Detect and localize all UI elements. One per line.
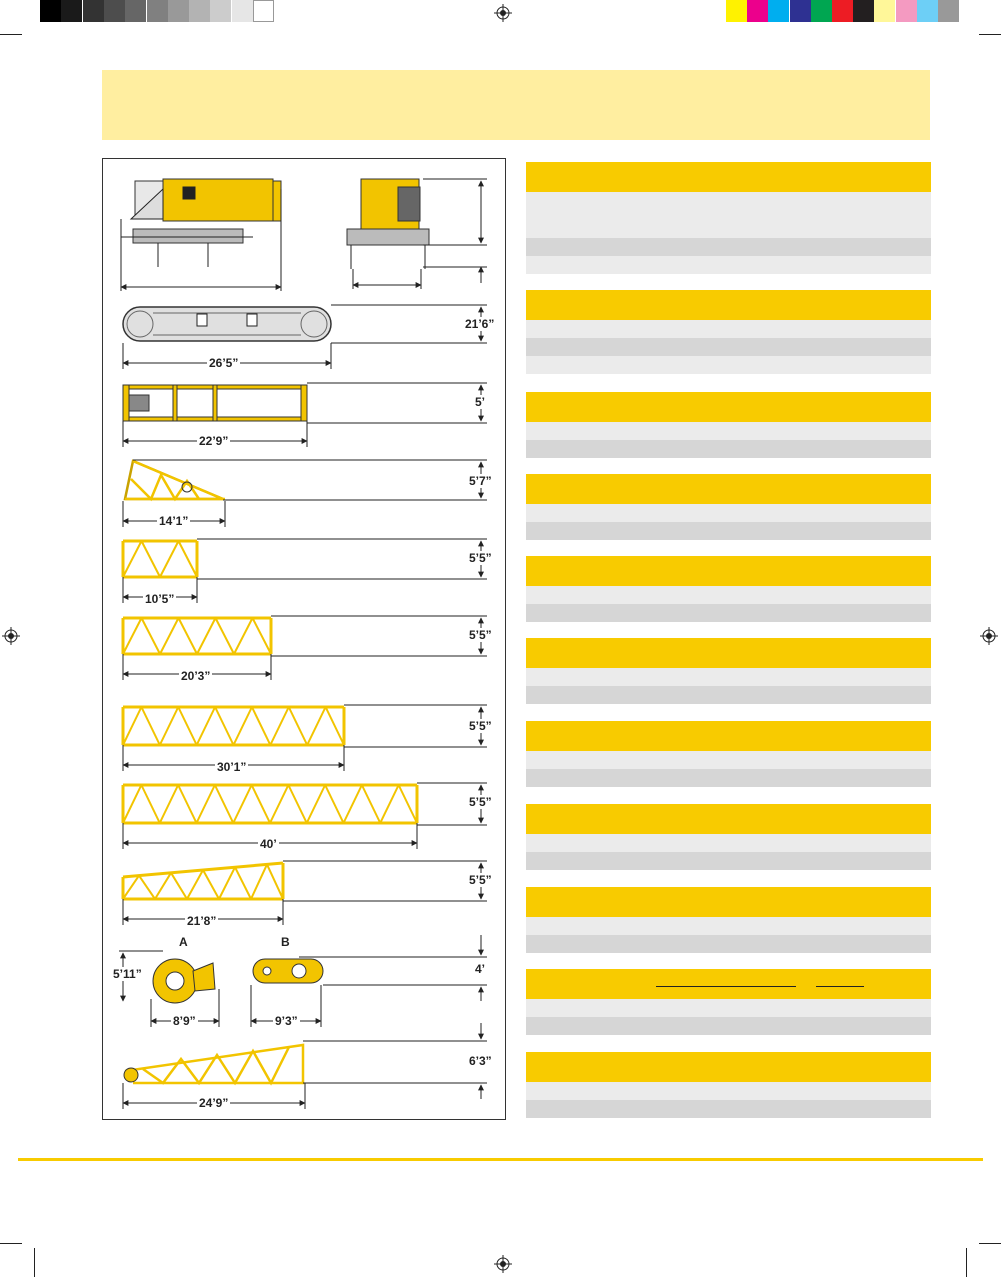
spec-row [526,604,931,622]
spec-row [526,192,931,238]
insert-30-height-label: 5’5” [469,719,492,733]
spec-row [526,852,931,870]
gray-swatch [104,0,125,22]
gray-swatch [147,0,168,22]
crop-mark [34,1248,35,1277]
color-swatch [874,0,895,22]
boom-butt-height-label: 5’7” [469,474,492,488]
jib [124,1045,303,1083]
spec-section-header [526,290,931,320]
registration-mark-icon [2,627,20,645]
spec-row [526,238,931,256]
color-swatch [747,0,768,22]
header-rule [816,986,864,987]
color-swatch [726,0,747,22]
spec-section-header [526,474,931,504]
boom-butt [125,461,225,499]
spec-section-header [526,969,931,999]
boom-insert-10 [123,539,487,603]
spec-row [526,356,931,374]
color-swatch [768,0,789,22]
gray-swatch [232,0,253,22]
spec-section-header [526,1052,931,1082]
spec-section-header [526,804,931,834]
insert-30-length-label: 30’1” [217,760,247,774]
hook-block-a [153,959,215,1003]
spec-row [526,751,931,769]
spec-row [526,686,931,704]
crop-mark [979,1243,1001,1244]
boom-top [123,861,487,925]
boom-top-height-label: 5’5” [469,873,492,887]
spec-section-header [526,162,931,192]
crawler-length-label: 26’5” [209,356,239,370]
spec-section-header [526,638,931,668]
insert-20-length-label: 20’3” [181,669,211,683]
spec-row [526,338,931,356]
color-swatch [790,0,811,22]
color-swatch [853,0,874,22]
color-swatch [832,0,853,22]
insert-20-height-label: 5’5” [469,628,492,642]
block-b-width-label: 9’3” [275,1014,298,1028]
crop-mark [0,1243,22,1244]
boom-top-length-label: 21’8” [187,914,217,928]
spec-row [526,422,931,440]
spec-row [526,935,931,953]
boom-insert-40 [123,783,487,849]
block-b-label: B [281,935,290,949]
block-b-height-label: 4’ [475,962,486,976]
insert-10-height-label: 5’5” [469,551,492,565]
header-band [102,70,930,140]
color-swatch [811,0,832,22]
block-a-width-label: 8’9” [173,1014,196,1028]
spec-row [526,504,931,522]
color-swatch [917,0,938,22]
spec-section-header [526,721,931,751]
hook-block-b [253,959,323,983]
crane-rear-view [347,179,429,269]
color-swatch [938,0,959,22]
spec-row [526,668,931,686]
boom-insert-20 [123,616,487,680]
insert-40-height-label: 5’5” [469,795,492,809]
gray-swatch [189,0,210,22]
block-a-height-label: 5’11” [113,967,142,981]
registration-mark-icon [494,4,512,22]
carbody-frame [123,385,307,421]
spec-row [526,320,931,338]
spec-row [526,917,931,935]
spec-section-header [526,556,931,586]
crane-side-view [121,179,281,267]
jib-length-label: 24’9” [199,1096,229,1110]
spec-section-header [526,392,931,422]
crop-mark [979,34,1001,35]
spec-row [526,1017,931,1035]
carbody-height-label: 5’ [475,395,486,409]
insert-10-length-label: 10’5” [145,592,175,606]
spec-section-header [526,887,931,917]
gray-swatch [83,0,104,22]
spec-row [526,522,931,540]
crop-mark [0,34,22,35]
carbody-length-label: 22’9” [199,434,229,448]
gray-swatch [253,0,274,22]
gray-swatch [210,0,231,22]
spec-row [526,440,931,458]
crop-mark [966,1248,967,1277]
header-rule [656,986,796,987]
crawler-track [123,307,331,341]
jib-height-label: 6’3” [469,1054,492,1068]
insert-40-length-label: 40’ [260,837,277,851]
spec-row [526,1100,931,1118]
spec-row [526,1082,931,1100]
spec-row [526,256,931,274]
crawler-height-label: 21’6” [465,317,495,331]
spec-row [526,586,931,604]
component-drawings [103,159,507,1121]
footer-rule [18,1158,983,1161]
gray-swatch [168,0,189,22]
registration-mark-icon [980,627,998,645]
component-dimensions-panel [102,158,506,1120]
registration-mark-icon [494,1255,512,1273]
gray-swatch [125,0,146,22]
block-a-label: A [179,935,188,949]
spec-row [526,834,931,852]
gray-swatch [61,0,82,22]
gray-swatch [40,0,61,22]
spec-row [526,999,931,1017]
color-swatch [896,0,917,22]
boom-insert-30 [123,705,487,771]
spec-row [526,769,931,787]
boom-butt-length-label: 14’1” [159,514,189,528]
